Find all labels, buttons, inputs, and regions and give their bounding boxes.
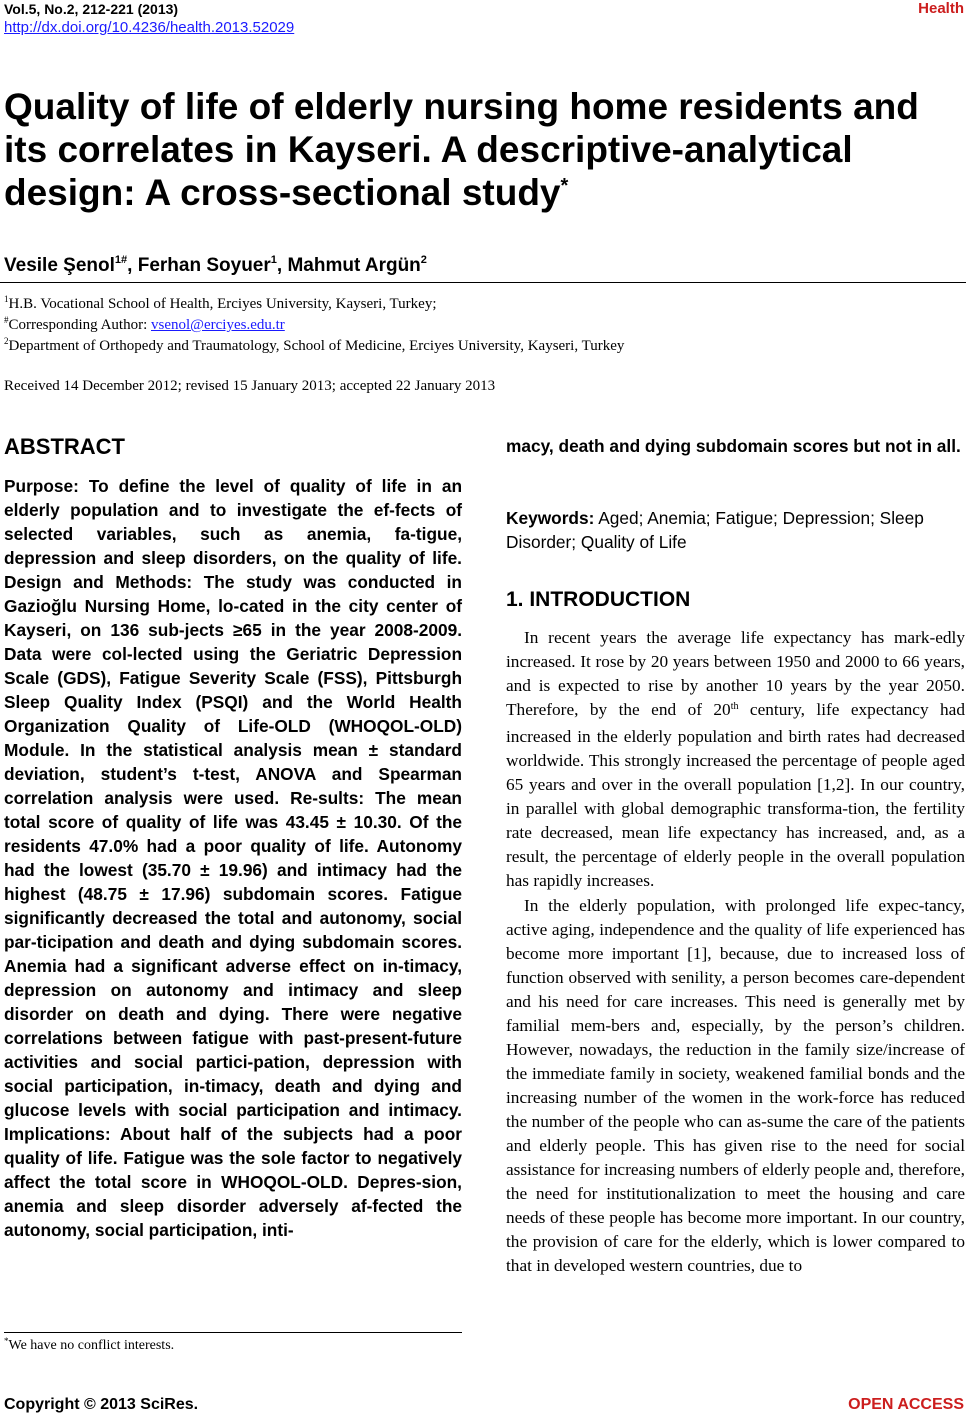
- author-affiliation-marker: 1: [270, 254, 277, 266]
- journal-citation: Vol.5, No.2, 212-221 (2013): [4, 1, 179, 17]
- author-divider: [0, 282, 966, 283]
- corresponding-author: [4, 315, 285, 336]
- keywords-text: Aged; Anemia; Fatigue; Depression; Sleep Disorder; Quality of Life: [506, 508, 924, 552]
- affiliation-1-marker: 1: [4, 294, 9, 304]
- intro-paragraph-1-part-a: In recent years the average life expectancy has mark-edly increased. It rose by 20 years between 1950 and 2000 to 66 years, and is expected to rise by another 10 years by the year 2050. Therefore, by the end of 20: [506, 628, 965, 719]
- intro-paragraph-1-sup: th: [730, 701, 739, 712]
- section-heading-introduction: 1. INTRODUCTION: [506, 588, 691, 611]
- intro-paragraph-1-part-b: century, life expectancy had increased in the elderly population and birth rates had decreased worldwide. This strongly increased the percentage of people aged 65 years and over in the overall population [1,2]. In our country, in parallel with global demographic transforma-tion, the fertility rate decreased, mean life expectancy has increased, and, as a result, the percentage of elderly people in the overall population has rapidly increases.: [506, 700, 965, 890]
- intro-paragraph-2: In the elderly population, with prolonged life expec-tancy, active aging, independence and the quality of life experienced has become more important [1], because, due to increased loss of function observed with senility, a person becomes care-dependent and his need for care increases. This need is generally met by familial mem-bers and, especially, by the person’s children. However, nowadays, the reduction in the family size/increase of the immediate family in society, weakened familial bonds and the increasing number of the women in the work-force has reduced the number of the people who can as-sume the care of the patients and elderly people. This has given rise to the need for social assistance for increasing numbers of elderly people and, therefore, the need for institutionalization to meet the housing and care needs of these people has become more important. In our country, the provision of care for the elderly, which is lower compared to that in developed western countries, due to: [506, 896, 965, 1275]
- title-footnote-marker: *: [560, 175, 569, 197]
- abstract-text: Purpose: To define the level of quality of life in an elderly population and to investigate the ef-fects of selected variables, such as anemia, fa-tigue, depression and sleep disorders, on the quality of life. Design and Methods: The study was conducted in Gazioğlu Nursing Home, lo-cated in the city center of Kayseri, on 136 sub-jects ≥65 in the year 2008-2009. Data were col-lected using the Geriatric Depression Scale (GDS), Fatigue Severity Scale (FSS), Pittsburgh Sleep Quality Index (PSQI) and the World Health Organization Quality of Life-OLD (WHOQOL-OLD) Module. In the statistical analysis mean ± standard deviation, student’s t-test, ANOVA and Spearman correlation analysis were used. Re-sults: The mean total score of quality of life was 43.45 ± 10.30. Of the residents 47.0% had a poor quality of life. Autonomy had the lowest (35.70 ± 19.96) and intimacy had the highest (48.75 ± 17.96) subdomain scores. Fatigue significantly decreased the total and autonomy, social par-ticipation and death and dying subdomain scores. Anemia had a significant adverse effect on in-timacy, depression on autonomy and intimacy and sleep disorder on death and dying. There were negative correlations between fatigue with past-present-future activities and social partici-pation, depression with social participation, in-timacy, death and dying and glucose levels with social participation and intimacy. Implications: About half of the subjects had a poor quality of life. Fatigue was the sole factor to negatively affect the total score in WHOQOL-OLD. Depres-sion, anemia and sleep disorder adversely af-fected the autonomy, social participation, inti-: [4, 476, 462, 1240]
- corresponding-author-label: Corresponding Author:: [8, 317, 151, 333]
- keywords-label: Keywords:: [506, 508, 595, 528]
- footnote: [4, 1336, 174, 1356]
- affiliation-1-text: H.B. Vocational School of Health, Erciyes University, Kayseri, Turkey;: [8, 296, 437, 312]
- title-text: Quality of life of elderly nursing home residents and its correlates in Kayseri. A descriptive-analytical design: A cross-sectional study: [4, 86, 919, 213]
- affiliation-2-text: Department of Orthopedy and Traumatology, School of Medicine, Erciyes University, Kayseri, Turkey: [8, 338, 625, 354]
- author-list: [4, 252, 427, 282]
- footnote-text: We have no conflict interests.: [8, 1338, 175, 1353]
- author-separator: ,: [276, 255, 288, 276]
- abstract-continuation: macy, death and dying subdomain scores but not in all.: [506, 436, 961, 456]
- footnote-divider: [4, 1332, 462, 1333]
- keywords: [506, 506, 965, 554]
- footnote-marker: *: [4, 1336, 9, 1346]
- open-access-label: OPEN ACCESS: [848, 1396, 964, 1413]
- author-name: Vesile Şenol: [4, 255, 115, 276]
- author-name: Ferhan Soyuer: [137, 255, 271, 276]
- abstract-heading: ABSTRACT: [4, 434, 125, 459]
- doi-link[interactable]: http://dx.doi.org/10.4236/health.2013.52029: [4, 19, 295, 36]
- author-affiliation-marker: 2: [420, 254, 427, 266]
- affiliation-2-marker: 2: [4, 336, 9, 346]
- author-affiliation-marker: 1#: [114, 254, 128, 266]
- intro-paragraph-1: [506, 626, 965, 893]
- paper-title: [4, 85, 964, 214]
- journal-name: Health: [918, 0, 964, 17]
- affiliation-2: [4, 336, 624, 357]
- author-name: Mahmut Argün: [287, 255, 421, 276]
- copyright: Copyright © 2013 SciRes.: [4, 1396, 199, 1413]
- author-separator: ,: [127, 255, 138, 276]
- corresponding-email-link[interactable]: vsenol@erciyes.edu.tr: [151, 317, 285, 333]
- corresponding-author-marker: #: [4, 315, 9, 325]
- affiliation-1: [4, 294, 437, 315]
- received-dates: Received 14 December 2012; revised 15 January 2013; accepted 22 January 2013: [4, 378, 496, 394]
